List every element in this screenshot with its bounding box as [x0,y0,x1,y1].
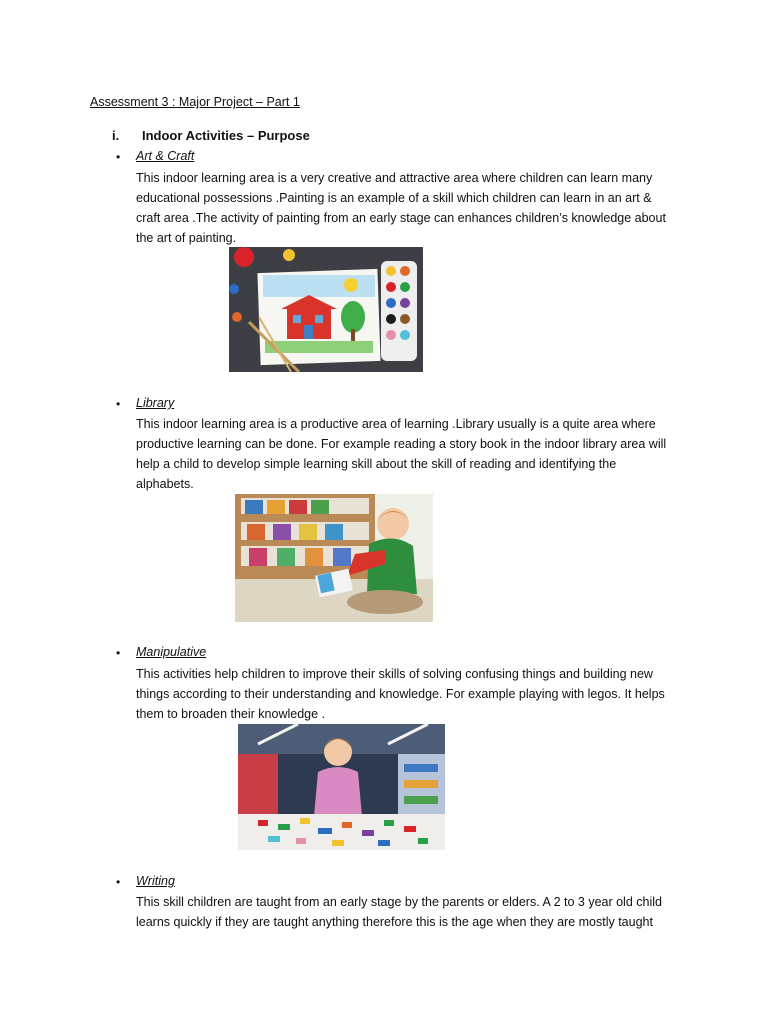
item-paragraph-library [136,414,696,494]
item-title-manipulative: Manipulative [136,645,207,659]
paragraph-line: help a child to develop simple learning skill about the skill of reading and identifying the [136,457,617,471]
section-number: i. [112,128,120,143]
section-heading-text: Indoor Activities – Purpose [142,128,310,143]
paragraph-line: things according to their understanding and knowledge. For example playing with legos. It helps [136,687,665,701]
item-paragraph-manipulative [136,664,696,724]
item-paragraph-writing [136,892,696,932]
paragraph-line: learns quickly if they are taught anything therefore this is the age when they are mostly taught [136,915,653,929]
section-heading [112,128,310,143]
item-title-library: Library [136,396,175,410]
paragraph-line: This indoor learning area is a very creative and attractive area where children can learn many [136,171,653,185]
item-title-writing: Writing [136,874,175,888]
document-title: Assessment 3 : Major Project – Part 1 [90,95,300,109]
bullet-icon: • [116,150,121,164]
paragraph-line: alphabets. [136,477,194,491]
paragraph-line: productive learning can be done. For example reading a story book in the indoor library area will [136,437,667,451]
bullet-icon: • [116,875,121,889]
bullet-icon: • [116,646,121,660]
item-title-art-craft: Art & Craft [136,149,195,163]
paragraph-line: This indoor learning area is a productive area of learning .Library usually is a quite area where [136,417,656,431]
child-reading-books-photo [235,494,433,622]
child-playing-legos-photo [238,724,445,850]
paragraph-line: This skill children are taught from an early stage by the parents or elders. A 2 to 3 year old child [136,895,662,909]
item-paragraph-art-craft [136,168,696,248]
child-painting-photo [229,247,423,372]
paragraph-line: them to broaden their knowledge . [136,707,326,721]
paragraph-line: the art of painting. [136,231,237,245]
bullet-icon: • [116,397,121,411]
paragraph-line: educational possessions .Painting is an example of a skill which children can learn in an art & [136,191,652,205]
paragraph-line: craft area .The activity of painting from an early stage can enhances children’s knowledge about [136,211,666,225]
paragraph-line: This activities help children to improve their skills of solving confusing things and building new [136,667,653,681]
